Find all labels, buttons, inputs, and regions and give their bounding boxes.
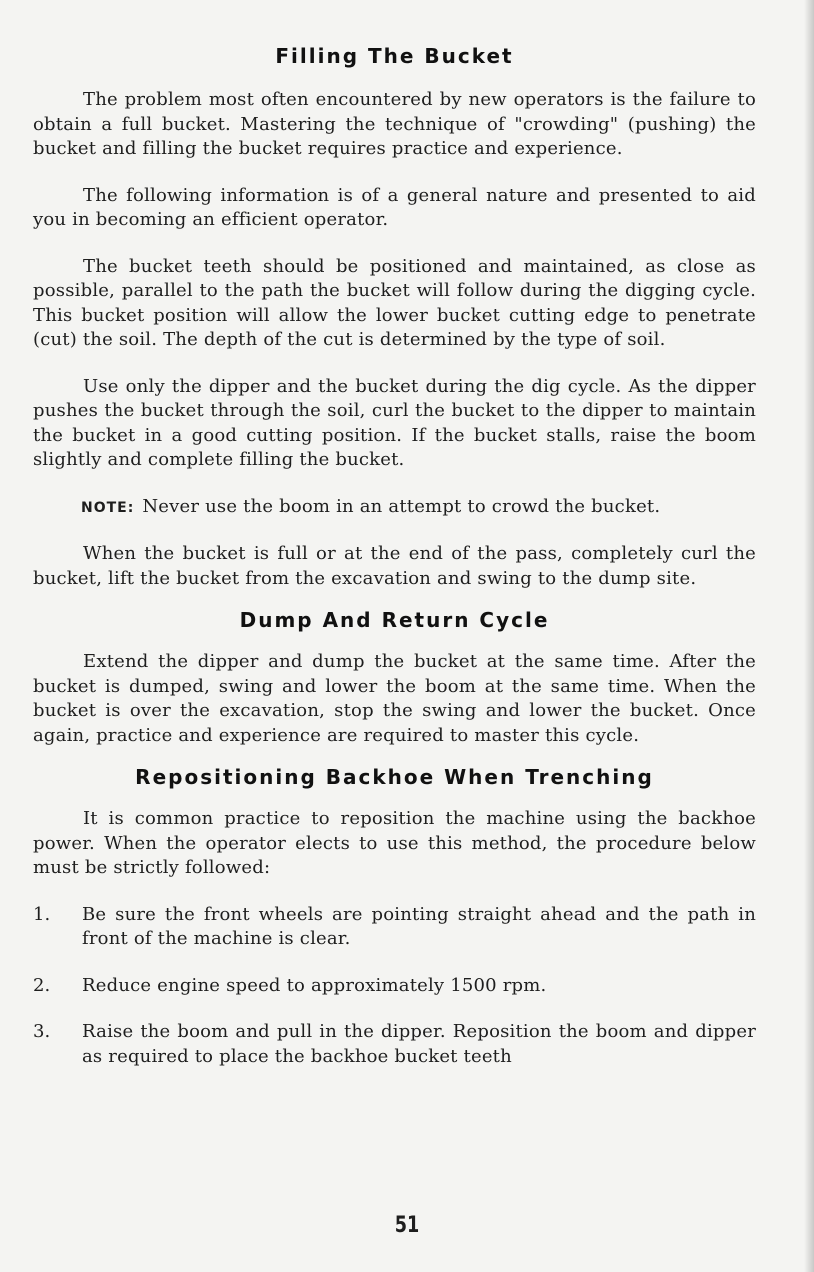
- list-item-number: 2.: [33, 974, 51, 996]
- note-label: NOTE:: [81, 499, 135, 516]
- list-item-number: 1.: [33, 903, 51, 925]
- list-item: [33, 974, 756, 999]
- paragraph: Extend the dipper and dump the bucket at the same time. After the bucket is dumped, swing and lower the boom at the same time. When the bucket is over the excavation, stop the swing and lower the bucket. Once again, practice and experience are required to master this cycle.: [33, 651, 756, 746]
- paragraph: The problem most often encountered by new operators is the failure to obtain a full bucket. Mastering the technique of "crowding" (pushing) the bucket and filling the bucket requires practice and experience.: [33, 89, 756, 159]
- paragraph: It is common practice to reposition the machine using the backhoe power. When the operator elects to use this method, the procedure below must be strictly followed:: [33, 808, 756, 878]
- list-item: [33, 1020, 756, 1069]
- section-heading-dump-return: Dump And Return Cycle: [239, 608, 550, 632]
- note: [33, 495, 756, 521]
- page-edge-shadow: [804, 0, 814, 1272]
- list-item-number: 3.: [33, 1021, 51, 1042]
- paragraph: Use only the dipper and the bucket during the dig cycle. As the dipper pushes the bucket through the soil, curl the bucket to the dipper to maintain the bucket in a good cutting position. If the bucket stalls, raise the boom slightly and complete filling the bucket.: [33, 375, 756, 470]
- paragraph: The bucket teeth should be positioned and maintained, as close as possible, parallel to the path the bucket will follow during the digging cycle. This bucket position will allow the lower bucket cutting edge to penetrate (cut) the soil. The depth of the cut is determined by the type of soil.: [33, 255, 756, 350]
- section-heading-repositioning: Repositioning Backhoe When Trenching: [135, 765, 654, 789]
- note-text: Never use the boom in an attempt to crowd the bucket.: [142, 495, 661, 517]
- paragraph: When the bucket is full or at the end of the pass, completely curl the bucket, lift the bucket from the excavation and swing to the dump site.: [33, 543, 756, 589]
- section-heading-filling-bucket: Filling The Bucket: [275, 44, 514, 68]
- list-item-text: Raise the boom and pull in the dipper. Reposition the boom and dipper as required to place the backhoe bucket teeth: [82, 1021, 756, 1067]
- list-item: [33, 903, 756, 952]
- list-item-text: Be sure the front wheels are pointing straight ahead and the path in front of the machine is clear.: [82, 903, 756, 949]
- list-item-text: Reduce engine speed to approximately 1500 rpm.: [82, 974, 547, 996]
- paragraph: The following information is of a general nature and presented to aid you in becoming an efficient operator.: [33, 184, 756, 230]
- page-number: 51: [394, 1213, 420, 1238]
